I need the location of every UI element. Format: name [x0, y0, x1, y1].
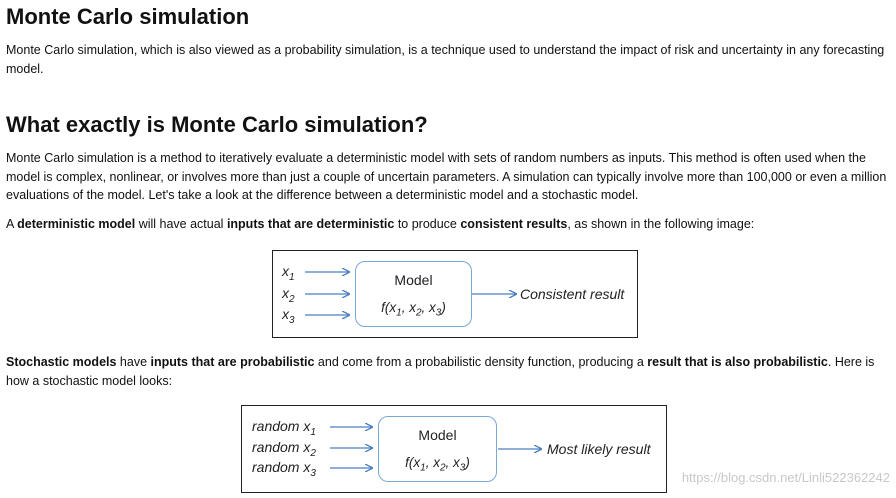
input-label-3: $x_3$ [282, 306, 295, 326]
stochastic-paragraph [6, 353, 890, 390]
input-label-1: random $x_1$ [252, 418, 316, 438]
model-box [355, 261, 472, 327]
deterministic-paragraph [6, 215, 890, 234]
text-run: to produce [394, 217, 461, 231]
bold-run: consistent results [460, 217, 568, 231]
input-label-2: $x_2$ [282, 285, 295, 305]
definition-paragraph: Monte Carlo simulation is a method to iteratively evaluate a deterministic model with sets of random numbers as inputs. This method is often used when the model is complex, nonlinear, or involves more than just a couple of uncertain parameters. A simulation can typically involve more than 100,000 or even a million evaluations of the model. Let's take a look at the difference between a deterministic model and a stochastic model. [6, 151, 887, 202]
text-run: , as shown in the following image: [567, 217, 755, 231]
input-label-3: random $x_3$ [252, 459, 316, 479]
page-title: Monte Carlo simulation [6, 4, 250, 29]
watermark: https://blog.csdn.net/Linli522362242 [681, 470, 890, 485]
model-title: Model [418, 427, 457, 443]
text-run: and come from a probabilistic density function, producing a [314, 355, 648, 369]
bold-run: inputs that are deterministic [226, 217, 395, 231]
output-label: Consistent result [520, 286, 625, 302]
bold-run: Stochastic models [6, 355, 117, 369]
text-run: . Here is how a stochastic model looks: [6, 355, 875, 388]
input-label-2: random $x_2$ [252, 439, 316, 459]
text-run: have [116, 355, 151, 369]
model-function: $f(x_1$, $x_2$, $x_3$) [405, 455, 470, 474]
bold-run: deterministic model [17, 217, 136, 231]
input-label-1: $x_1$ [282, 263, 295, 283]
intro-paragraph: Monte Carlo simulation, which is also viewed as a probability simulation, is a technique used to understand the impact of risk and uncertainty in any forecasting model. [6, 43, 885, 76]
section-heading: What exactly is Monte Carlo simulation? [6, 112, 428, 137]
stochastic-model-diagram [241, 405, 667, 493]
bold-run: result that is also probabilistic [647, 355, 828, 369]
output-label: Most likely result [547, 441, 651, 457]
model-box [378, 416, 497, 482]
model-title: Model [394, 272, 433, 288]
bold-run: inputs that are probabilistic [150, 355, 315, 369]
text-run: A [6, 217, 18, 231]
model-function: $f(x_1$, $x_2$, $x_3$) [381, 300, 446, 319]
text-run: will have actual [135, 217, 227, 231]
deterministic-model-diagram [272, 250, 638, 338]
